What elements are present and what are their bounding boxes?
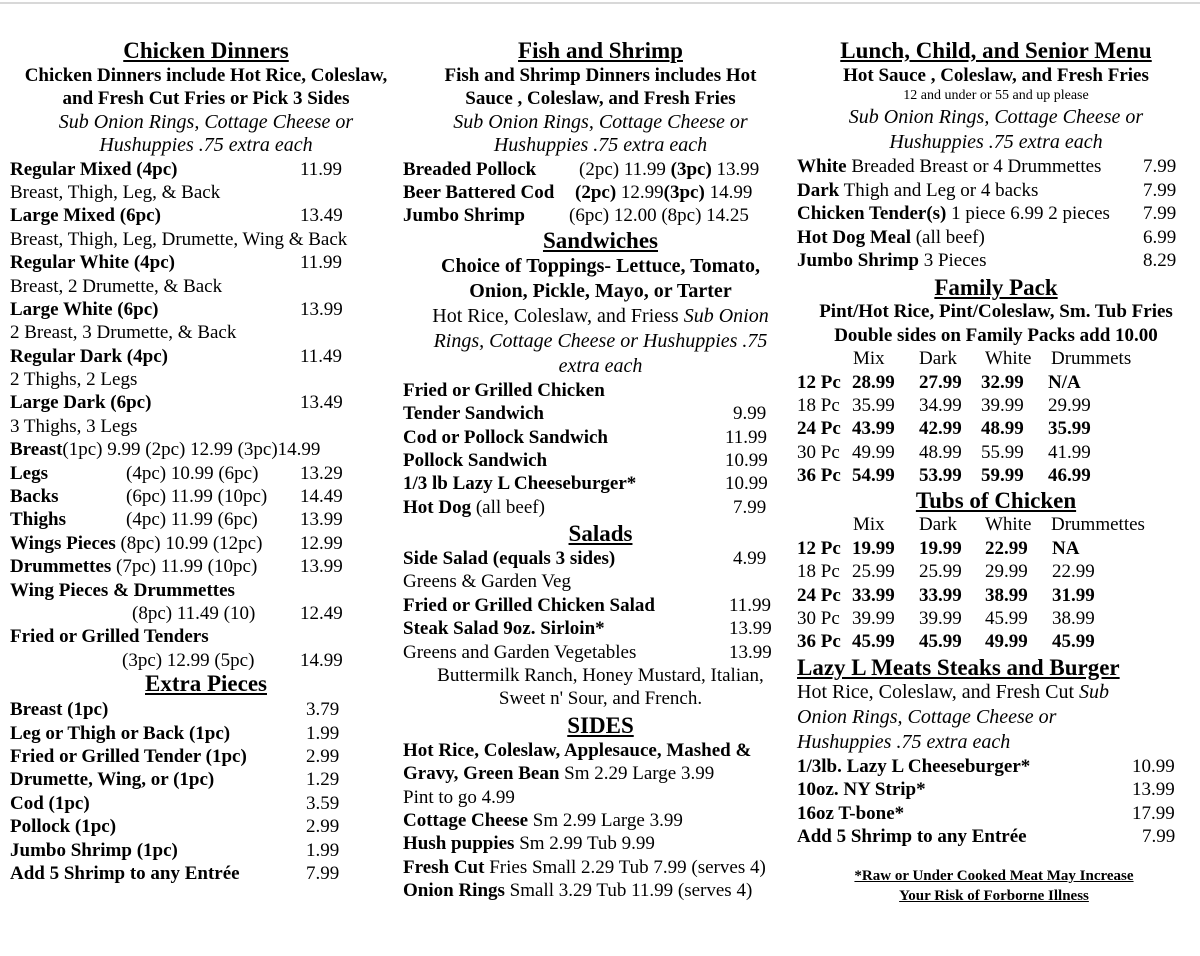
item-price: 11.99 xyxy=(729,594,772,616)
item-price: 7.99 xyxy=(1142,825,1176,847)
item-name: Thighs xyxy=(10,509,66,531)
item-price: 1.99 xyxy=(306,722,340,744)
item-option-a: (2pc) xyxy=(575,181,617,203)
menu-item xyxy=(10,839,402,862)
item-price: 11.99 xyxy=(300,158,343,180)
tubs-row xyxy=(797,630,1195,653)
cell: 38.99 xyxy=(1052,608,1095,630)
cell: 35.99 xyxy=(1048,418,1091,440)
menu-item-steak-desc xyxy=(403,641,798,664)
menu-item xyxy=(797,249,1195,272)
cell: 22.99 xyxy=(1052,561,1095,583)
item-price-a: 12.99 xyxy=(620,181,664,203)
lazy-sub-3: Hushuppies .75 extra each xyxy=(797,730,1011,753)
item-price: 7.99 xyxy=(1143,179,1177,201)
item-name: 1/3lb. Lazy L Cheeseburger* xyxy=(797,755,1031,777)
item-name: Add 5 Shrimp to any Entrée xyxy=(10,862,240,884)
item-name: Hot Dog Meal xyxy=(797,226,911,248)
col-head: White xyxy=(985,514,1032,536)
family-table-header xyxy=(797,347,1195,370)
cell: 53.99 xyxy=(919,465,962,487)
item-name: Legs xyxy=(10,462,48,484)
item-name: Pollock (1pc) xyxy=(10,816,117,838)
sandwich-sub-1a: Hot Rice, Coleslaw, and Friess xyxy=(432,304,684,327)
sides-heading: SIDES xyxy=(567,712,634,738)
cell: 34.99 xyxy=(919,394,962,416)
item-rest: Sm 2.99 Large 3.99 xyxy=(528,809,683,831)
cell-size: 12 Pc xyxy=(797,537,841,559)
column-chicken xyxy=(10,38,402,885)
sides-line-2b: Sm 2.29 Large 3.99 xyxy=(559,763,715,785)
col-head: Mix xyxy=(853,514,885,536)
tubs-row xyxy=(797,607,1195,630)
item-price-b: 13.99 xyxy=(716,158,760,180)
sandwich-sub-1 xyxy=(403,304,798,329)
tubs-row xyxy=(797,537,1195,560)
menu-item-wings xyxy=(10,532,402,555)
menu-item-steak-salad xyxy=(403,617,798,640)
menu-item xyxy=(10,391,402,414)
menu-item-thighs xyxy=(10,508,402,531)
sandwich-desc-2: Onion, Pickle, Mayo, or Tarter xyxy=(469,279,732,302)
lunch-sub-2: Hushuppies .75 extra each xyxy=(889,131,1103,154)
item-price-b: 14.99 xyxy=(709,181,753,203)
cell-size: 30 Pc xyxy=(797,608,840,630)
menu-item-tenders xyxy=(10,649,402,672)
menu-item xyxy=(797,755,1195,778)
item-price: 14.49 xyxy=(300,486,343,508)
column-fish xyxy=(403,38,798,903)
item-price: 11.99 xyxy=(300,252,343,274)
cell-size: 18 Pc xyxy=(797,561,840,583)
item-price: 3.79 xyxy=(306,699,340,721)
item-name: 10oz. NY Strip* xyxy=(797,779,926,801)
cell: 46.99 xyxy=(1048,465,1091,487)
fish-desc-1: Fish and Shrimp Dinners includes Hot xyxy=(444,65,757,86)
raw-meat-warning-2: Your Risk of Forborne Illness xyxy=(899,888,1089,905)
menu-item-wing-drum xyxy=(10,602,402,625)
item-options: (8pc) 11.49 (10) xyxy=(132,602,256,624)
menu-item xyxy=(10,698,402,721)
cell: 49.99 xyxy=(852,441,895,463)
item-name: Regular Dark (4pc) xyxy=(10,345,168,367)
menu-item xyxy=(797,155,1195,178)
dressings-1: Buttermilk Ranch, Honey Mustard, Italian, xyxy=(437,665,764,687)
menu-item xyxy=(403,402,798,425)
item-price: 14.99 xyxy=(300,649,343,671)
item-price: 7.99 xyxy=(1143,156,1177,178)
menu-item-pollock xyxy=(403,158,798,181)
menu-item-cod xyxy=(403,181,798,204)
sandwich-desc-1: Choice of Toppings- Lettuce, Tomato, xyxy=(441,254,760,277)
item-price: 13.99 xyxy=(300,509,343,531)
cell: 19.99 xyxy=(919,537,962,559)
item-price: 7.99 xyxy=(1143,203,1177,225)
item-name: Hush puppies xyxy=(403,833,515,855)
menu-item xyxy=(403,472,798,495)
cell-size: 30 Pc xyxy=(797,441,840,463)
cell-size: 24 Pc xyxy=(797,418,841,440)
item-price: 10.99 xyxy=(1132,755,1175,777)
item-rest: Sm 2.99 Tub 9.99 xyxy=(514,833,655,855)
item-price: 13.99 xyxy=(300,298,343,320)
raw-meat-warning-1: *Raw or Under Cooked Meat May Increase xyxy=(854,868,1134,885)
item-price: 1.29 xyxy=(306,769,340,791)
menu-item xyxy=(403,426,798,449)
item-name: Breast (1pc) xyxy=(10,699,109,721)
fish-sub-2: Hushuppies .75 extra each xyxy=(493,134,708,157)
salads-heading: Salads xyxy=(568,521,633,547)
item-price: 13.49 xyxy=(300,392,343,414)
menu-item-shrimp xyxy=(403,204,798,227)
family-row xyxy=(797,417,1195,440)
item-price: 13.29 xyxy=(300,462,343,484)
item-price: 7.99 xyxy=(733,496,767,518)
item-desc: 2 Breast, 3 Drumette, & Back xyxy=(10,322,237,344)
extra-pieces-heading: Extra Pieces xyxy=(145,671,267,697)
cell: 19.99 xyxy=(852,537,895,559)
item-option-b: (3pc) xyxy=(670,158,712,180)
col-head: Dark xyxy=(919,514,957,536)
side-fries xyxy=(403,856,798,879)
cell-size: 12 Pc xyxy=(797,371,841,393)
fish-shrimp-heading: Fish and Shrimp xyxy=(518,38,683,63)
menu-item xyxy=(797,226,1195,249)
item-name: Tender Sandwich xyxy=(403,403,544,425)
item-name: White xyxy=(797,156,847,178)
cell: 39.99 xyxy=(852,608,895,630)
item-price: 12.49 xyxy=(300,602,343,624)
col-head: Drummets xyxy=(1051,348,1132,370)
item-name: Chicken Tender(s) xyxy=(797,203,947,225)
cell-size: 36 Pc xyxy=(797,631,841,653)
menu-item-drummettes xyxy=(10,555,402,578)
cell: 39.99 xyxy=(981,394,1024,416)
sandwich-sub-2: Rings, Cottage Cheese or Hushuppies .75 xyxy=(433,329,768,352)
item-name: Jumbo Shrimp xyxy=(797,249,919,271)
item-rest: Small 3.29 Tub 11.99 (serves 4) xyxy=(504,880,753,902)
side-rings xyxy=(403,879,798,902)
cell: 25.99 xyxy=(852,561,895,583)
item-option-b: (3pc) xyxy=(663,181,705,203)
item-name: Wings Pieces xyxy=(10,532,116,554)
cell-size: 36 Pc xyxy=(797,465,841,487)
item-name: Large Mixed (6pc) xyxy=(10,205,161,227)
family-row xyxy=(797,464,1195,487)
sandwich-group-head: Fried or Grilled Chicken xyxy=(403,379,605,401)
lunch-sub-1: Sub Onion Rings, Cottage Cheese or xyxy=(848,106,1144,129)
menu-item-legs xyxy=(10,462,402,485)
cell: 32.99 xyxy=(981,371,1024,393)
item-name: Jumbo Shrimp xyxy=(403,205,525,227)
cell: 55.99 xyxy=(981,441,1024,463)
cell: 29.99 xyxy=(1048,394,1091,416)
item-name: Leg or Thigh or Back (1pc) xyxy=(10,722,231,744)
chicken-dinners-heading: Chicken Dinners xyxy=(123,38,289,63)
item-option-a: (2pc) xyxy=(579,158,620,180)
cell-size: 24 Pc xyxy=(797,584,841,606)
lazy-sub-1b: Sub xyxy=(1079,680,1110,703)
fish-desc-2: Sauce , Coleslaw, and Fresh Fries xyxy=(465,88,736,110)
item-price: 4.99 xyxy=(733,548,767,570)
lazy-l-heading: Lazy L Meats Steaks and Burger xyxy=(797,654,1120,680)
item-name: Fried or Grilled Tender (1pc) xyxy=(10,745,247,767)
menu-item xyxy=(10,815,402,838)
menu-item xyxy=(797,179,1195,202)
item-name: 16oz T-bone* xyxy=(797,802,905,824)
column-lunch xyxy=(797,38,1195,906)
cell: 38.99 xyxy=(985,584,1028,606)
menu-item xyxy=(10,251,402,274)
item-name: Beer Battered Cod xyxy=(403,181,555,203)
item-price: 7.99 xyxy=(306,862,340,884)
cell: N/A xyxy=(1048,371,1081,393)
item-name: Fresh Cut xyxy=(403,856,485,878)
cell: 59.99 xyxy=(981,465,1024,487)
item-desc: 2 Thighs, 2 Legs xyxy=(10,369,138,391)
item-price: 10.99 xyxy=(725,449,768,471)
item-name: 1/3 lb Lazy L Cheeseburger* xyxy=(403,473,637,495)
menu-item xyxy=(10,862,402,885)
item-name: Large Dark (6pc) xyxy=(10,392,152,414)
menu-item-hotdog xyxy=(403,496,798,519)
cell: 45.99 xyxy=(1052,631,1095,653)
item-desc: Breast, Thigh, Leg, & Back xyxy=(10,181,221,203)
menu-item xyxy=(403,449,798,472)
menu-item xyxy=(10,792,402,815)
item-name: Backs xyxy=(10,486,59,508)
cell: 31.99 xyxy=(1052,584,1095,606)
lunch-age: 12 and under or 55 and up please xyxy=(903,88,1089,104)
cell: NA xyxy=(1052,537,1080,559)
menu-item-breast xyxy=(10,438,402,461)
item-options: (6pc) 12.00 (8pc) 14.25 xyxy=(569,205,749,227)
sandwich-sub-3: extra each xyxy=(558,354,643,377)
item-rest: Fries Small 2.29 Tub 7.99 (serves 4) xyxy=(484,856,766,878)
item-price-2: 13.99 xyxy=(729,641,772,663)
item-name: Breaded Pollock xyxy=(403,158,537,180)
item-price: 6.99 xyxy=(1143,226,1177,248)
item-name: Cottage Cheese xyxy=(403,809,529,831)
item-name: Fried or Grilled Tenders xyxy=(10,626,209,648)
item-name: Add 5 Shrimp to any Entrée xyxy=(797,825,1027,847)
menu-item xyxy=(797,802,1195,825)
menu-item xyxy=(10,745,402,768)
cell: 35.99 xyxy=(852,394,895,416)
item-price: 17.99 xyxy=(1132,802,1175,824)
item-options: (4pc) 10.99 (6pc) xyxy=(126,462,259,484)
item-price: 2.99 xyxy=(306,816,340,838)
side-hush xyxy=(403,832,798,855)
cell: 45.99 xyxy=(985,608,1028,630)
item-price: 3.59 xyxy=(306,792,340,814)
item-name: Jumbo Shrimp (1pc) xyxy=(10,839,178,861)
cell: 22.99 xyxy=(985,537,1028,559)
item-desc: 1 piece 6.99 2 pieces xyxy=(946,203,1110,225)
cell: 27.99 xyxy=(919,371,962,393)
family-desc-1: Pint/Hot Rice, Pint/Coleslaw, Sm. Tub Fries xyxy=(819,301,1173,323)
menu-item xyxy=(10,204,402,227)
tubs-table-header xyxy=(797,513,1195,536)
menu-item xyxy=(10,722,402,745)
family-pack-heading: Family Pack xyxy=(934,275,1058,301)
item-name: Large White (6pc) xyxy=(10,298,159,320)
top-divider xyxy=(0,2,1200,4)
chicken-desc-1: Chicken Dinners include Hot Rice, Coleslaw, xyxy=(24,65,388,86)
family-row xyxy=(797,394,1195,417)
side-cottage xyxy=(403,809,798,832)
item-desc: Greens & Garden Veg xyxy=(403,571,571,593)
item-name: Pollock Sandwich xyxy=(403,449,548,471)
chicken-sub-1: Sub Onion Rings, Cottage Cheese or xyxy=(58,110,354,133)
item-options: (4pc) 11.99 (6pc) xyxy=(126,509,258,531)
sides-line-1: Hot Rice, Coleslaw, Applesauce, Mashed & xyxy=(403,739,752,761)
item-price: 9.99 xyxy=(733,403,767,425)
item-desc: Breast, Thigh, Leg, Drumette, Wing & Back xyxy=(10,228,348,250)
cell: 45.99 xyxy=(919,631,962,653)
cell: 25.99 xyxy=(919,561,962,583)
item-price: 13.49 xyxy=(300,205,343,227)
item-options: (7pc) 11.99 (10pc) xyxy=(116,556,258,578)
tubs-row xyxy=(797,560,1195,583)
cell: 42.99 xyxy=(919,418,962,440)
menu-item-side-salad xyxy=(403,547,798,570)
menu-item xyxy=(10,768,402,791)
fish-sub-1: Sub Onion Rings, Cottage Cheese or xyxy=(453,110,748,133)
item-price: 12.99 xyxy=(300,532,343,554)
menu-item xyxy=(797,202,1195,225)
item-price: 10.99 xyxy=(725,473,768,495)
item-desc: Breast, 2 Drumette, & Back xyxy=(10,275,223,297)
item-price: 8.29 xyxy=(1143,249,1177,271)
item-name: Dark xyxy=(797,179,840,201)
col-head: Dark xyxy=(919,348,957,370)
family-row xyxy=(797,441,1195,464)
item-desc: Greens and Garden Vegetables xyxy=(403,641,637,663)
cell: 41.99 xyxy=(1048,441,1091,463)
family-row xyxy=(797,371,1195,394)
sandwiches-heading: Sandwiches xyxy=(542,227,659,253)
item-name: Steak Salad 9oz. Sirloin* xyxy=(403,618,605,640)
item-options: (1pc) 9.99 (2pc) 12.99 (3pc)14.99 xyxy=(62,439,321,461)
col-head: Mix xyxy=(853,348,885,370)
item-name: Drummettes xyxy=(10,556,112,578)
item-name: Cod (1pc) xyxy=(10,792,90,814)
item-name: Wing Pieces & Drummettes xyxy=(10,579,235,601)
item-name: Hot Dog xyxy=(403,496,472,518)
sides-line-2 xyxy=(403,762,798,785)
item-options: (8pc) 10.99 (12pc) xyxy=(120,532,263,554)
sides-line-2a: Gravy, Green Bean xyxy=(403,763,560,785)
item-price: 11.49 xyxy=(300,345,343,367)
item-options: (6pc) 11.99 (10pc) xyxy=(126,486,268,508)
dressings-2: Sweet n' Sour, and French. xyxy=(498,688,703,710)
item-options: (3pc) 12.99 (5pc) xyxy=(122,649,255,671)
menu-item xyxy=(797,825,1195,848)
cell: 33.99 xyxy=(919,584,962,606)
item-name: Breast xyxy=(10,439,63,461)
cell: 48.99 xyxy=(981,418,1024,440)
cell: 54.99 xyxy=(852,465,895,487)
lazy-sub-1 xyxy=(797,680,1195,705)
item-name: Regular Mixed (4pc) xyxy=(10,158,178,180)
cell: 39.99 xyxy=(919,608,962,630)
item-desc: Breaded Breast or 4 Drummettes xyxy=(846,156,1102,178)
item-desc: Thigh and Leg or 4 backs xyxy=(839,179,1039,201)
menu-item xyxy=(10,345,402,368)
item-name: Side Salad (equals 3 sides) xyxy=(403,548,616,570)
item-price: 13.99 xyxy=(1132,779,1175,801)
item-price: 11.99 xyxy=(725,426,768,448)
item-name: Fried or Grilled Chicken Salad xyxy=(403,594,655,616)
col-head: White xyxy=(985,348,1032,370)
chicken-sub-2: Hushuppies .75 extra each xyxy=(99,134,313,157)
cell: 29.99 xyxy=(985,561,1028,583)
menu-item xyxy=(797,778,1195,801)
tubs-row xyxy=(797,584,1195,607)
col-head: Drummettes xyxy=(1051,514,1145,536)
item-desc: (all beef) xyxy=(910,226,985,248)
menu-item xyxy=(10,158,402,181)
lunch-desc: Hot Sauce , Coleslaw, and Fresh Fries xyxy=(843,65,1149,86)
item-price: 2.99 xyxy=(306,745,340,767)
menu-item-backs xyxy=(10,485,402,508)
cell: 28.99 xyxy=(852,371,895,393)
item-desc: 3 Pieces xyxy=(918,249,987,271)
item-name: Onion Rings xyxy=(403,880,505,902)
cell: 43.99 xyxy=(852,418,895,440)
cell: 33.99 xyxy=(852,584,895,606)
item-desc: 3 Thighs, 3 Legs xyxy=(10,415,138,437)
item-name: Regular White (4pc) xyxy=(10,252,176,274)
cell-size: 18 Pc xyxy=(797,394,840,416)
item-price: 1.99 xyxy=(306,839,340,861)
lazy-sub-2: Onion Rings, Cottage Cheese or xyxy=(797,705,1057,728)
menu-item-chicken-salad xyxy=(403,594,798,617)
family-desc-2: Double sides on Family Packs add 10.00 xyxy=(834,324,1158,346)
menu-item xyxy=(10,298,402,321)
item-price-a: 11.99 xyxy=(623,158,666,180)
chicken-desc-2: and Fresh Cut Fries or Pick 3 Sides xyxy=(62,88,350,110)
lazy-sub-1a: Hot Rice, Coleslaw, and Fresh Cut xyxy=(797,680,1080,703)
sides-line-3: Pint to go 4.99 xyxy=(403,786,515,808)
item-name: Cod or Pollock Sandwich xyxy=(403,426,608,448)
item-note: (all beef) xyxy=(471,496,545,518)
cell: 49.99 xyxy=(985,631,1028,653)
cell: 48.99 xyxy=(919,441,962,463)
item-price: 13.99 xyxy=(729,618,772,640)
item-name: Drumette, Wing, or (1pc) xyxy=(10,769,215,791)
item-price: 13.99 xyxy=(300,556,343,578)
lunch-heading: Lunch, Child, and Senior Menu xyxy=(840,38,1152,63)
tubs-heading: Tubs of Chicken xyxy=(915,488,1077,514)
cell: 45.99 xyxy=(852,631,895,653)
sandwich-sub-1b: Sub Onion xyxy=(683,304,769,327)
